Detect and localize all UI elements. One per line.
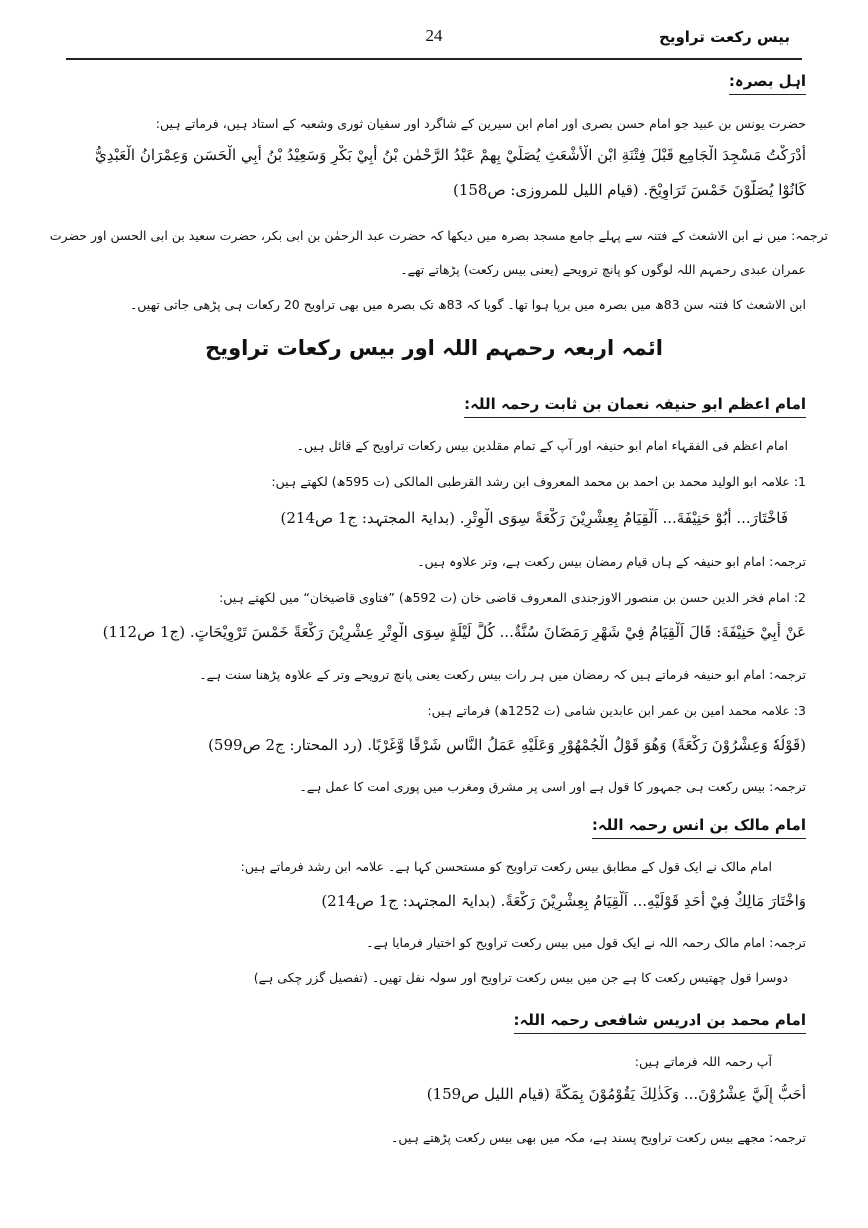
basra-translation-line-2: عمران عبدی رحمہم اللہ لوگوں کو پانچ ترویحے (یعنی بیس رکعت) پڑھاتے تھے۔ [400, 262, 806, 277]
malik-translation: ترجمہ: امام مالک رحمہ اللہ نے ایک قول میں بیس رکعت تراویح کو اختیار فرمایا ہے۔ [366, 935, 806, 950]
malik-intro: امام مالک نے ایک قول کے مطابق بیس رکعت تراویح کو مستحسن کہا ہے۔ علامہ ابن رشد فرماتے ہیں: [240, 859, 772, 874]
malik-note: دوسرا قول چھتیس رکعت کا ہے جن میں بیس رکعت تراویح اور سولہ نفل تھیں۔ (تفصیل گزر چکی ہے) [253, 970, 788, 985]
abu-hanifa-intro: امام اعظم فی الفقہاء امام ابو حنیفہ اور آپ کے تمام مقلدین بیس رکعات تراویح کے قائل ہیں۔ [296, 438, 788, 453]
abu-hanifa-arabic-2: عَنْ أَبِيْ حَنِيْفَةَ: قَالَ اَلْقِيَامُ فِيْ شَهْرِ رَمَضَانَ سُنَّةٌ... كُلَّ لَيْلَةٍ سِوَى الْوِتْرِ عِشْرِيْنَ رَكْعَةً خَمْسَ تَرْوِيْحَاتٍ. (ج1 ص112) [102, 623, 806, 641]
page-number: 24 [425, 26, 443, 45]
abu-hanifa-arabic-1: فَاخْتَارَ... أَبُوْ حَنِيْفَةَ... اَلْقِيَامُ بِعِشْرِيْنَ رَكْعَةً سِوَى الْوِتْرِ. (بدایۃ المجتہد: ج1 ص214) [280, 509, 788, 527]
shafii-intro: آپ رحمہ اللہ فرماتے ہیں: [634, 1054, 772, 1069]
shafii-arabic: أَحَبُّ إِلَيَّ عِشْرُوْنَ... وَكَذٰلِكَ يَقُوْمُوْنَ بِمَكَّةَ (قیام اللیل ص159) [426, 1085, 806, 1103]
section-heading-basra: اہل بصرہ: [729, 70, 806, 95]
basra-arabic-line-2: كَانُوْا يُصَلُّوْنَ خَمْسَ تَرَاوِيْحَ. (قیام اللیل للمروزی: ص158) [452, 181, 806, 199]
abu-hanifa-reference-3: 3: علامہ محمد امین بن عمر ابن عابدین شامی (ت 1252ھ) فرماتے ہیں: [427, 703, 806, 718]
abu-hanifa-translation-2: ترجمہ: امام ابو حنیفہ فرماتے ہیں کہ رمضان میں ہر رات بیس رکعت یعنی پانچ ترویحے وتر کے علاوہ پڑھنا سنت ہے۔ [199, 667, 806, 682]
main-section-title: ائمہ اربعہ رحمہم اللہ اور بیس رکعات تراویح [205, 336, 663, 360]
section-heading-shafii: امام محمد بن ادریس شافعی رحمہ اللہ: [514, 1009, 806, 1034]
shafii-translation: ترجمہ: مجھے بیس رکعت تراویح پسند ہے، مکہ میں بھی بیس رکعت پڑھتے ہیں۔ [391, 1130, 806, 1145]
basra-translation-line-1: ترجمہ: میں نے ابن الاشعث کے فتنہ سے پہلے جامع مسجد بصرہ میں دیکھا کہ حضرت عبد الرحمٰن بن ابی بکر، حضرت سعید بن ابی الحسن اور حضرت [49, 228, 828, 243]
basra-note: ابن الاشعث کا فتنہ سن 83ھ میں بصرہ میں برپا ہوا تھا۔ گویا کہ 83ھ تک بصرہ میں بھی تراویح 20 رکعات ہی پڑھی جاتی تھیں۔ [129, 297, 806, 312]
malik-arabic: وَاخْتَارَ مَالِكٌ فِيْ أَحَدِ قَوْلَيْهِ... اَلْقِيَامُ بِعِشْرِيْنَ رَكْعَةً. (بدایۃ المجتہد: ج1 ص214) [321, 892, 806, 910]
abu-hanifa-arabic-3: (قَوْلُهٗ وَعِشْرُوْنَ رَكْعَةً) وَهُوَ قَوْلُ الْجُمْهُوْرِ وَعَلَيْهِ عَمَلُ النَّاسِ شَرْقًا وَّغَرْبًا. (رد المحتار: ج2 ص599) [208, 736, 806, 754]
basra-arabic-line-1: أَدْرَكْتُ مَسْجِدَ الْجَامِعِ قَبْلَ فِتْنَةِ ابْنِ الْأَشْعَثِ يُصَلِّيْ بِهِمْ عَبْدُ الرَّحْمٰنِ بْنُ أَبِيْ بَكْرٍ وَسَعِيْدُ بْنُ أَبِي الْحَسَنِ وَعِمْرَانُ الْعَبْدِيُّ [94, 146, 806, 164]
abu-hanifa-translation-1: ترجمہ: امام ابو حنیفہ کے ہاں قیام رمضان بیس رکعت ہے، وتر علاوہ ہیں۔ [417, 554, 806, 569]
basra-intro: حضرت یونس بن عبید جو امام حسن بصری اور امام ابن سیرین کے شاگرد اور سفیان ثوری وشعبہ کے استاد ہیں، فرماتے ہیں: [155, 116, 806, 131]
abu-hanifa-translation-3: ترجمہ: بیس رکعت ہی جمہور کا قول ہے اور اسی پر مشرق ومغرب میں پوری امت کا عمل ہے۔ [299, 779, 806, 794]
abu-hanifa-reference-1: 1: علامہ ابو الولید محمد بن احمد بن محمد المعروف ابن رشد القرطبی المالکی (ت 595ھ) لکھتے ہیں: [271, 474, 806, 489]
abu-hanifa-reference-2: 2: امام فخر الدین حسن بن منصور الاوزجندی المعروف قاضی خان (ت 592ھ) ”فتاوی قاضیخان“ میں لکھتے ہیں: [219, 590, 806, 605]
page-header [66, 24, 802, 60]
section-heading-abu-hanifa: امام اعظم ابو حنیفہ نعمان بن ثابت رحمہ اللہ: [464, 393, 806, 418]
section-heading-malik: امام مالک بن انس رحمہ اللہ: [592, 814, 806, 839]
running-title: بیس رکعت تراویح [659, 28, 790, 46]
